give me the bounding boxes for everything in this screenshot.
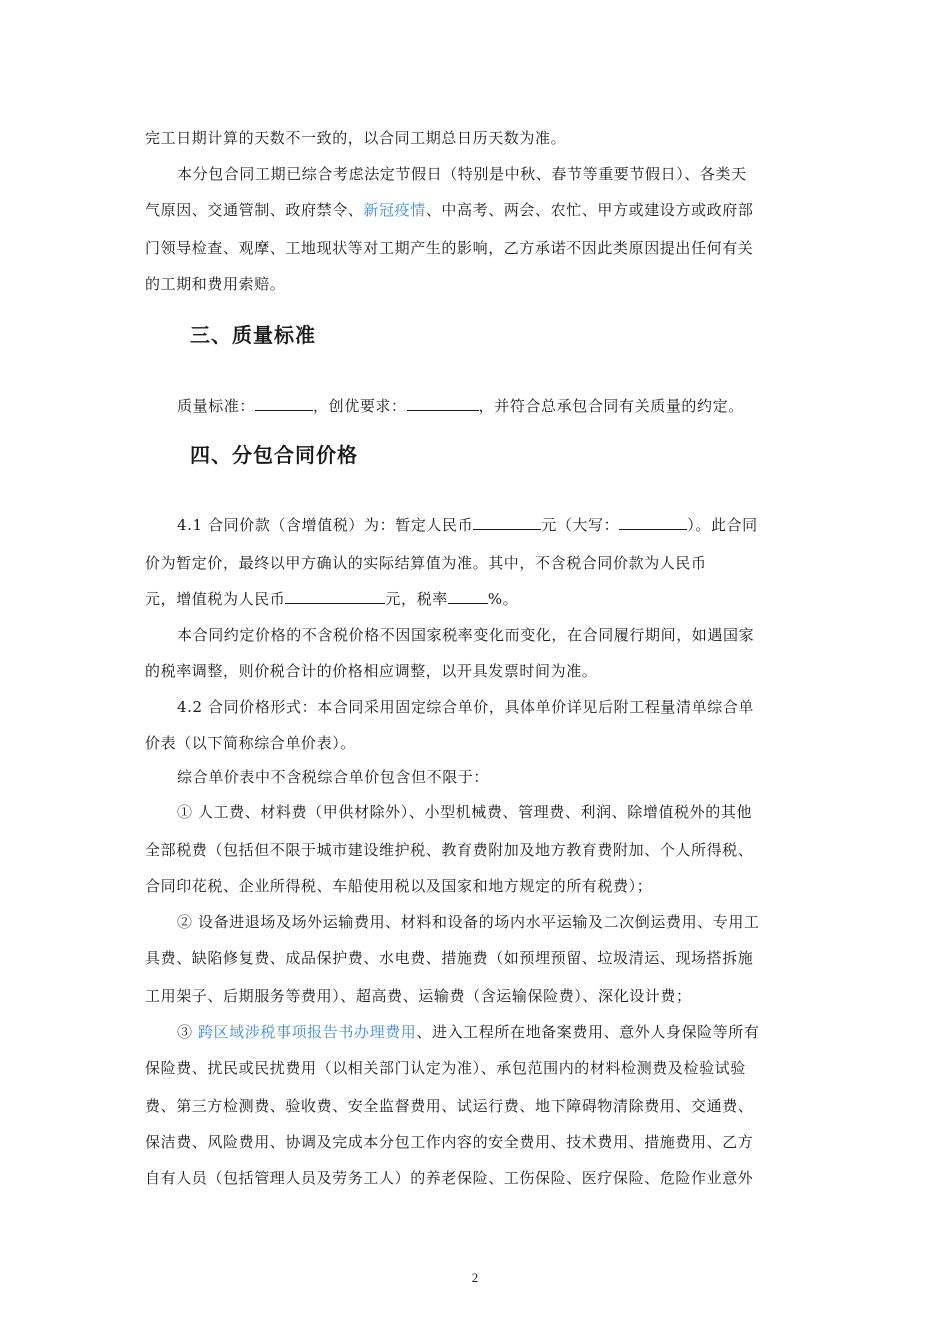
text: 具费、缺陷修复费、成品保护费、水电费、措施费（如预埋预留、垃圾清运、现场搭拆施 xyxy=(145,949,754,967)
text: 工用架子、后期服务等费用）、超高费、运输费（含运输保险费）、深化设计费； xyxy=(145,987,692,1005)
text: 本分包合同工期已综合考虑法定节假日（特别是中秋、春节等重要节假日）、各类天 xyxy=(177,165,747,183)
text: ② 设备进退场及场外运输费用、材料和设备的场内水平运输及二次倒运费用、专用工 xyxy=(177,913,760,931)
section-heading-quality: 三、质量标准 xyxy=(190,323,316,347)
text: 的税率调整，则价税合计的价格相应调整，以开具发票时间为准。 xyxy=(145,662,598,680)
text: 气原因、交通管制、政府禁令、 xyxy=(145,201,364,219)
paragraph-line xyxy=(145,840,807,860)
text: 、中高考、两会、农忙、甲方或建设方或政府部 xyxy=(425,201,754,219)
text: 、进入工程所在地备案费用、意外人身保险等所有 xyxy=(416,1023,760,1041)
text: 本合同约定价格的不含税价格不因国家税率变化而变化，在合同履行期间，如遇国家 xyxy=(177,626,755,644)
text: 综合单价表中不含税综合单价包含但不限于： xyxy=(177,768,490,786)
blank-field[interactable] xyxy=(619,515,687,530)
paragraph-line xyxy=(177,767,807,787)
paragraph-line xyxy=(177,515,807,535)
paragraph-line xyxy=(145,1096,807,1116)
paragraph-line xyxy=(177,164,807,184)
text: ，创优要求： xyxy=(313,397,407,415)
paragraph-line xyxy=(145,274,807,294)
paragraph-line xyxy=(145,1058,807,1078)
text: %。 xyxy=(487,590,519,608)
text: 完工日期计算的天数不一致的，以合同工期总日历天数为准。 xyxy=(145,129,567,147)
text: ，并符合总承包合同有关质量的约定。 xyxy=(478,397,744,415)
text: 门领导检查、观摩、工地现状等对工期产生的影响，乙方承诺不因此类原因提出任何有关 xyxy=(145,239,754,257)
blank-field[interactable] xyxy=(473,515,541,530)
text: 元，税率 xyxy=(385,590,448,608)
paragraph-line xyxy=(145,589,807,609)
blank-field[interactable] xyxy=(448,589,488,604)
text: 保洁费、风险费用、协调及完成本分包工作内容的安全费用、技术费用、措施费用、乙方 xyxy=(145,1133,754,1151)
blank-field[interactable] xyxy=(285,589,385,604)
tax-report-link[interactable]: 跨区域涉税事项报告书办理费用 xyxy=(197,1023,417,1041)
text: 的工期和费用索赔。 xyxy=(145,275,286,293)
text: 合同印花税、企业所得税、车船使用税以及国家和地方规定的所有税费）； xyxy=(145,877,653,895)
paragraph-line xyxy=(177,802,807,822)
text: 质量标准： xyxy=(177,397,256,415)
paragraph-line xyxy=(145,876,807,896)
blank-field[interactable] xyxy=(407,396,479,411)
paragraph-line xyxy=(145,1132,807,1152)
paragraph-line xyxy=(177,912,807,932)
text: 4.2 合同价格形式：本合同采用固定综合单价，具体单价详见后附工程量清单综合单 xyxy=(177,698,755,716)
text: ① 人工费、材料费（甲供材除外）、小型机械费、管理费、利润、除增值税外的其他 xyxy=(177,803,753,821)
covid-link[interactable]: 新冠疫情 xyxy=(363,201,426,219)
text: 价表（以下简称综合单价表）。 xyxy=(145,734,356,752)
paragraph-line xyxy=(145,200,807,220)
text: 价为暂定价，最终以甲方确认的实际结算值为准。其中，不含税合同价款为人民币 xyxy=(145,554,707,572)
blank-field[interactable] xyxy=(255,396,313,411)
paragraph-line xyxy=(145,948,807,968)
paragraph-line xyxy=(145,733,807,753)
text: 保险费、扰民或民扰费用（以相关部门认定为准）、承包范围内的材料检测费及检验试验 xyxy=(145,1059,746,1077)
text: ③ xyxy=(177,1023,198,1041)
paragraph-line xyxy=(145,661,807,681)
text: 费、第三方检测费、验收费、安全监督费用、试运行费、地下障碍物清除费用、交通费、 xyxy=(145,1097,754,1115)
text: 4.1 合同价款（含增值税）为：暂定人民币 xyxy=(177,516,474,534)
paragraph-line xyxy=(145,1168,807,1188)
paragraph-line xyxy=(145,128,807,148)
text: ）。此合同 xyxy=(687,516,758,534)
paragraph-line xyxy=(177,625,807,645)
paragraph-line xyxy=(177,396,807,416)
paragraph-line xyxy=(145,986,807,1006)
text: 全部税费（包括但不限于城市建设维护税、教育费附加及地方教育费附加、个人所得税、 xyxy=(145,841,754,859)
section-heading-price: 四、分包合同价格 xyxy=(190,443,358,467)
paragraph-line xyxy=(177,1022,807,1042)
text: 元（大写： xyxy=(541,516,620,534)
paragraph-line xyxy=(177,697,807,717)
text: 自有人员（包括管理人员及劳务工人）的养老保险、工伤保险、医疗保险、危险作业意外 xyxy=(145,1169,754,1187)
page-number: 2 xyxy=(471,1270,479,1285)
paragraph-line xyxy=(145,553,807,573)
text: 元，增值税为人民币 xyxy=(145,590,286,608)
paragraph-line xyxy=(145,238,807,258)
